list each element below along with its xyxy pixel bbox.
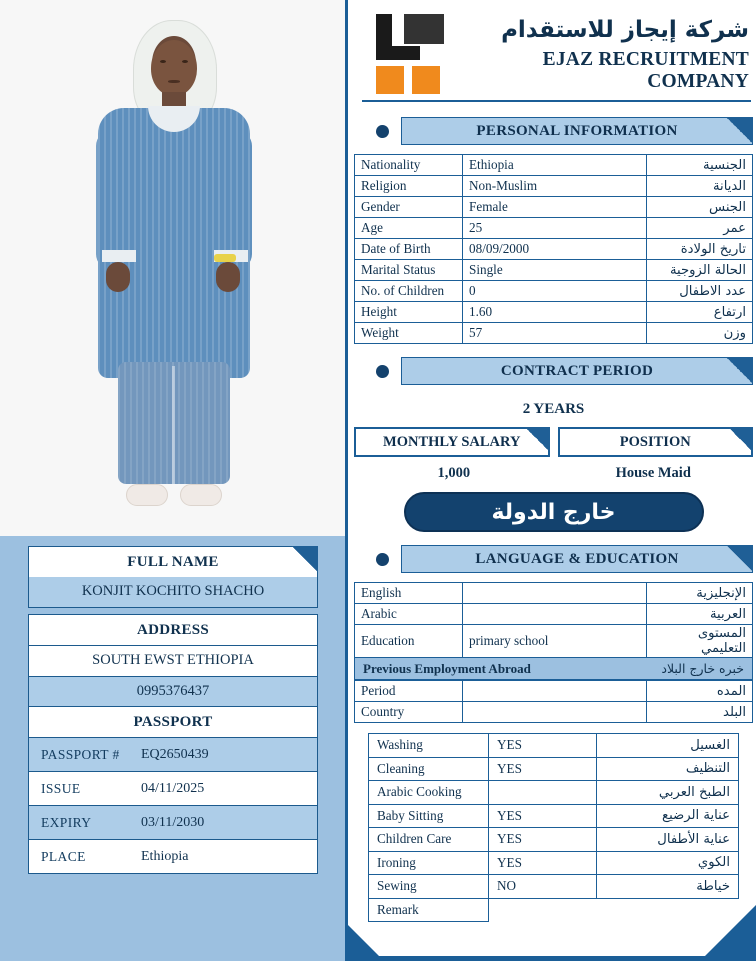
remark-label: Remark: [369, 898, 489, 922]
row-value: primary school: [463, 625, 647, 658]
row-label: Nationality: [355, 155, 463, 176]
previous-employment-table: [354, 680, 753, 723]
table-row: [355, 702, 753, 723]
skill-arabic: التنظيف: [597, 757, 739, 781]
skill-label: Ironing: [369, 851, 489, 875]
row-label: Religion: [355, 176, 463, 197]
row-value: 08/09/2000: [463, 239, 647, 260]
table-row: [355, 197, 753, 218]
table-row: [355, 681, 753, 702]
salary-position-headers: [354, 427, 753, 457]
passport-number-label: PASSPORT #: [41, 746, 120, 762]
fullname-value: KONJIT KOCHITO SHACHO: [29, 577, 317, 607]
table-row: [355, 155, 753, 176]
applicant-photo: [0, 0, 345, 536]
row-value: [463, 702, 647, 723]
personal-information-banner: [354, 116, 753, 146]
skill-arabic: الغسيل: [597, 734, 739, 758]
passport-box: [28, 706, 318, 874]
table-row: [355, 281, 753, 302]
passport-number-value: EQ2650439: [141, 746, 209, 762]
row-label: Weight: [355, 323, 463, 344]
passport-expiry-row: [29, 805, 317, 839]
skill-arabic: عناية الأطفال: [597, 828, 739, 852]
row-label: Arabic: [355, 604, 463, 625]
row-value: [463, 604, 647, 625]
table-row: [369, 875, 739, 899]
table-row: [369, 804, 739, 828]
salary-position-values: [354, 465, 753, 482]
row-arabic: الجنسية: [647, 155, 753, 176]
language-education-banner: [354, 544, 753, 574]
corner-fold-decoration: [292, 546, 318, 572]
row-arabic: الجنس: [647, 197, 753, 218]
skills-table: [368, 733, 739, 922]
table-row: [355, 583, 753, 604]
table-row: [355, 260, 753, 281]
previous-employment-title-ar: خبره خارج البلاد: [661, 661, 744, 676]
skill-value: YES: [489, 804, 597, 828]
row-arabic: المستوى التعليمي: [647, 625, 753, 658]
company-name-english: EJAZ RECRUITMENT COMPANY: [542, 49, 749, 93]
bullet-icon: [376, 365, 389, 378]
contract-period-banner: [354, 356, 753, 386]
row-value: [463, 681, 647, 702]
language-education-title: LANGUAGE & EDUCATION: [401, 545, 753, 573]
company-name-arabic: شركة إيجاز للاستقدام: [501, 17, 749, 43]
row-arabic: المده: [647, 681, 753, 702]
row-label: Date of Birth: [355, 239, 463, 260]
row-arabic: وزن: [647, 323, 753, 344]
row-value: 25: [463, 218, 647, 239]
passport-number-row: [29, 737, 317, 771]
skill-label: Children Care: [369, 828, 489, 852]
row-label: Education: [355, 625, 463, 658]
address-value: SOUTH EWST ETHIOPIA: [29, 645, 317, 676]
position-header: POSITION: [558, 427, 754, 457]
skill-arabic: الطبخ العربي: [597, 781, 739, 805]
skill-value: YES: [489, 734, 597, 758]
row-value: Single: [463, 260, 647, 281]
place-label: PLACE: [41, 848, 86, 864]
outside-country-status-badge: خارج الدولة: [404, 492, 704, 532]
previous-employment-title-en: Previous Employment Abroad: [363, 660, 531, 676]
monthly-salary-value: 1,000: [437, 465, 471, 481]
company-logo-icon: [368, 12, 460, 96]
address-box: [28, 614, 318, 708]
row-arabic: الديانة: [647, 176, 753, 197]
row-arabic: العربية: [647, 604, 753, 625]
skill-arabic: الكوي: [597, 851, 739, 875]
table-row: [355, 218, 753, 239]
remark-value: [489, 898, 597, 922]
row-arabic: عدد الاطفال: [647, 281, 753, 302]
row-value: 1.60: [463, 302, 647, 323]
row-value: 57: [463, 323, 647, 344]
skill-value: YES: [489, 757, 597, 781]
contract-period-title: CONTRACT PERIOD: [401, 357, 753, 385]
table-row: [355, 323, 753, 344]
expiry-value: 03/11/2030: [141, 814, 205, 830]
place-value: Ethiopia: [141, 848, 189, 864]
skill-label: Baby Sitting: [369, 804, 489, 828]
right-column: [345, 0, 756, 961]
row-arabic: الإنجليزية: [647, 583, 753, 604]
skill-label: Arabic Cooking: [369, 781, 489, 805]
expiry-label: EXPIRY: [41, 814, 92, 830]
applicant-details-panel: [0, 536, 345, 961]
table-row: [355, 625, 753, 658]
skills-section: [368, 733, 739, 922]
row-label: No. of Children: [355, 281, 463, 302]
phone-value: 0995376437: [29, 676, 317, 707]
position-value: House Maid: [615, 465, 691, 481]
company-header: [354, 4, 753, 104]
table-row: [369, 828, 739, 852]
row-label: English: [355, 583, 463, 604]
row-label: Gender: [355, 197, 463, 218]
row-arabic: الحالة الزوجية: [647, 260, 753, 281]
remark-row: [369, 898, 739, 922]
personal-information-table: [354, 154, 753, 344]
fullname-header: FULL NAME: [29, 547, 317, 577]
skill-label: Cleaning: [369, 757, 489, 781]
contract-duration: 2 YEARS: [522, 401, 585, 417]
row-label: Age: [355, 218, 463, 239]
passport-header: PASSPORT: [29, 707, 317, 737]
table-row: [369, 781, 739, 805]
photo-figure: [0, 0, 345, 536]
row-label: Height: [355, 302, 463, 323]
row-value: [463, 583, 647, 604]
table-row: [355, 239, 753, 260]
address-header: ADDRESS: [29, 615, 317, 645]
skill-label: Washing: [369, 734, 489, 758]
table-row: [369, 851, 739, 875]
corner-decoration-right: [700, 905, 756, 961]
skill-arabic: عناية الرضيع: [597, 804, 739, 828]
row-label: Marital Status: [355, 260, 463, 281]
monthly-salary-header: MONTHLY SALARY: [354, 427, 550, 457]
table-row: [369, 757, 739, 781]
row-value: Non-Muslim: [463, 176, 647, 197]
row-arabic: ارتفاع: [647, 302, 753, 323]
issue-value: 04/11/2025: [141, 780, 205, 796]
skill-value: [489, 781, 597, 805]
previous-employment-header: [354, 658, 753, 680]
row-arabic: البلد: [647, 702, 753, 723]
passport-place-row: [29, 839, 317, 873]
skill-value: NO: [489, 875, 597, 899]
skill-label: Sewing: [369, 875, 489, 899]
issue-label: ISSUE: [41, 780, 81, 796]
row-value: Ethiopia: [463, 155, 647, 176]
skill-arabic: خياطة: [597, 875, 739, 899]
row-label: Country: [355, 702, 463, 723]
header-divider: [362, 100, 751, 102]
table-row: [369, 734, 739, 758]
table-row: [355, 302, 753, 323]
passport-issue-row: [29, 771, 317, 805]
row-value: 0: [463, 281, 647, 302]
row-value: Female: [463, 197, 647, 218]
left-column: [0, 0, 345, 961]
row-arabic: تاريخ الولادة: [647, 239, 753, 260]
bullet-icon: [376, 553, 389, 566]
language-education-table: [354, 582, 753, 658]
personal-information-title: PERSONAL INFORMATION: [401, 117, 753, 145]
bullet-icon: [376, 125, 389, 138]
skill-value: YES: [489, 851, 597, 875]
skill-value: YES: [489, 828, 597, 852]
row-arabic: عمر: [647, 218, 753, 239]
table-row: [355, 176, 753, 197]
fullname-box: [28, 546, 318, 608]
table-row: [355, 604, 753, 625]
bottom-border: [345, 956, 756, 961]
row-label: Period: [355, 681, 463, 702]
